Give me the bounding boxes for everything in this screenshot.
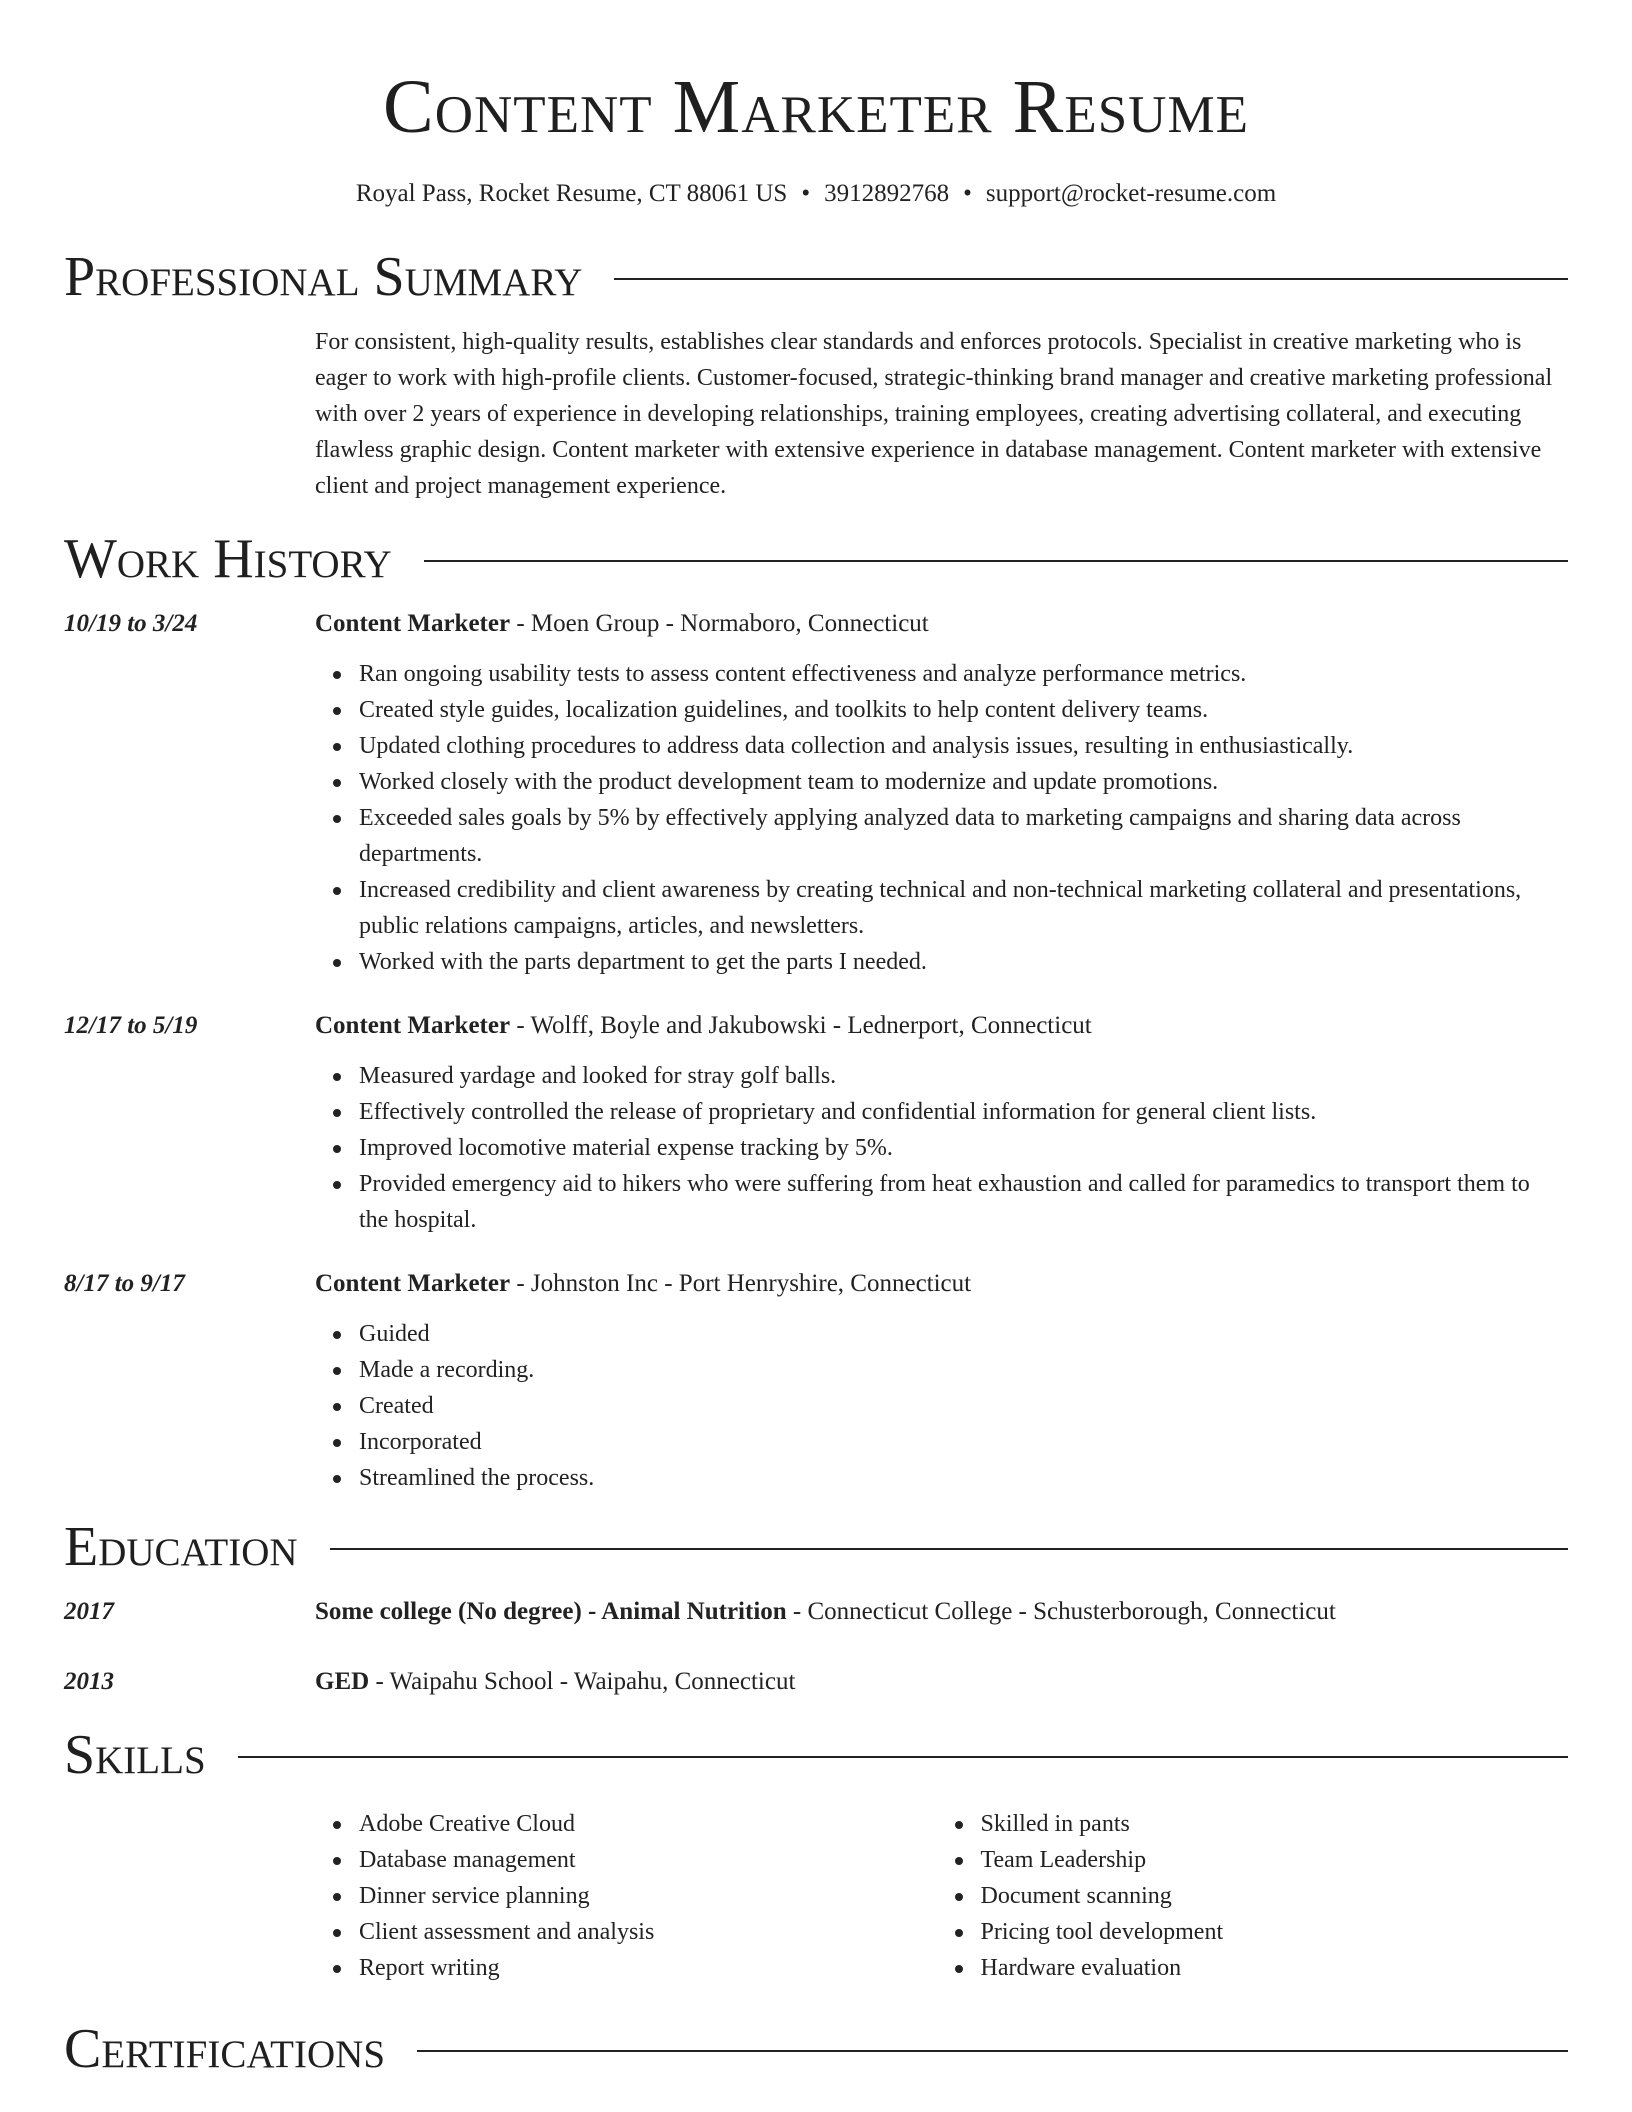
education-details: - Waipahu School - Waipahu, Connecticut	[369, 1668, 796, 1695]
job-heading	[315, 606, 1558, 642]
education-heading	[315, 1664, 1558, 1700]
job-entry	[64, 1266, 1568, 1496]
skill-item: Client assessment and analysis	[359, 1914, 937, 1950]
job-bullet: Worked with the parts department to get the parts I needed.	[359, 944, 1558, 980]
contact-line	[64, 178, 1568, 210]
skills-row	[64, 1788, 1568, 1986]
skill-item: Report writing	[359, 1950, 937, 1986]
skill-item: Document scanning	[981, 1878, 1559, 1914]
skill-item: Pricing tool development	[981, 1914, 1559, 1950]
education-entry	[64, 1594, 1568, 1630]
job-details: - Wolff, Boyle and Jakubowski - Lednerport, Connecticut	[510, 1012, 1092, 1039]
education-degree: Some college (No degree) - Animal Nutrition	[315, 1598, 787, 1625]
job-bullet: Increased credibility and client awareness by creating technical and non-technical marketing collateral and presentations, public relations campaigns, articles, and newsletters.	[359, 872, 1558, 944]
resume-title: Content Marketer Resume	[383, 65, 1249, 149]
job-bullet: Measured yardage and looked for stray golf balls.	[359, 1058, 1558, 1094]
education-year: 2013	[64, 1668, 114, 1695]
job-bullet: Streamlined the process.	[359, 1460, 1558, 1496]
job-dates: 10/19 to 3/24	[64, 610, 198, 637]
summary-text: For consistent, high-quality results, establishes clear standards and enforces protocols. Specialist in creative marketing who is eager to work with high-profile clients. Customer-focused, strategic-thinking brand manager and creative marketing professional with over 2 years of experience in developing relationships, training employees, creating advertising collateral, and executing flawless graphic design. Content marketer with extensive experience in database management. Content marketer with extensive client and project management experience.	[315, 329, 1553, 499]
job-bullet-list	[315, 656, 1558, 980]
skills-section-title: Skills	[64, 1724, 206, 1786]
job-role: Content Marketer	[315, 1012, 511, 1039]
job-entry	[64, 606, 1568, 980]
summary-row	[64, 324, 1568, 504]
work-section-title: Work History	[64, 528, 392, 590]
section-divider	[238, 1756, 1568, 1758]
skills-section-header	[64, 1722, 1568, 1788]
job-bullet: Exceeded sales goals by 5% by effectively applying analyzed data to marketing campaigns and sharing data across departments.	[359, 800, 1558, 872]
job-bullet: Guided	[359, 1316, 1558, 1352]
skill-item: Team Leadership	[981, 1842, 1559, 1878]
job-bullet: Incorporated	[359, 1424, 1558, 1460]
job-bullet: Created	[359, 1388, 1558, 1424]
contact-address: Royal Pass, Rocket Resume, CT 88061 US	[355, 180, 788, 207]
job-heading	[315, 1008, 1558, 1044]
education-entry	[64, 1664, 1568, 1700]
summary-left-gutter	[64, 324, 315, 504]
work-section-header	[64, 526, 1568, 592]
job-bullet: Effectively controlled the release of proprietary and confidential information for general client lists.	[359, 1094, 1558, 1130]
education-year: 2017	[64, 1598, 114, 1625]
skill-item: Skilled in pants	[981, 1806, 1559, 1842]
contact-separator: •	[801, 180, 811, 207]
summary-section-header	[64, 244, 1568, 310]
skills-list	[937, 1806, 1559, 1986]
job-role: Content Marketer	[315, 610, 511, 637]
certifications-section-title: Certifications	[64, 2018, 386, 2080]
education-heading	[315, 1594, 1558, 1630]
education-section-header	[64, 1514, 1568, 1580]
job-bullet: Made a recording.	[359, 1352, 1558, 1388]
job-bullet: Provided emergency aid to hikers who were suffering from heat exhaustion and called for paramedics to transport them to the hospital.	[359, 1166, 1558, 1238]
skills-list	[315, 1806, 937, 1986]
skill-item: Hardware evaluation	[981, 1950, 1559, 1986]
skills-column-left	[315, 1788, 937, 1986]
education-degree: GED	[315, 1668, 370, 1695]
job-bullet: Worked closely with the product development team to modernize and update promotions.	[359, 764, 1558, 800]
job-dates: 12/17 to 5/19	[64, 1012, 198, 1039]
job-bullet-list	[315, 1316, 1558, 1496]
section-divider	[417, 2050, 1568, 2052]
job-bullet: Created style guides, localization guidelines, and toolkits to help content delivery teams.	[359, 692, 1558, 728]
skills-column-right	[937, 1788, 1559, 1986]
job-bullet: Improved locomotive material expense tracking by 5%.	[359, 1130, 1558, 1166]
job-role: Content Marketer	[315, 1270, 511, 1297]
contact-separator: •	[963, 180, 972, 207]
job-heading	[315, 1266, 1558, 1302]
section-divider	[614, 278, 1568, 280]
job-entry	[64, 1008, 1568, 1238]
skill-item: Database management	[359, 1842, 937, 1878]
section-divider	[330, 1548, 1568, 1550]
summary-section-title: Professional Summary	[64, 246, 583, 308]
education-details: - Connecticut College - Schusterborough, Connecticut	[786, 1598, 1336, 1625]
job-dates: 8/17 to 9/17	[64, 1270, 185, 1297]
section-divider	[424, 560, 1568, 562]
skills-left-gutter	[64, 1788, 315, 1986]
job-bullet-list	[315, 1058, 1558, 1238]
skill-item: Dinner service planning	[359, 1878, 937, 1914]
skills-grid	[315, 1788, 1568, 1986]
job-bullet: Ran ongoing usability tests to assess content effectiveness and analyze performance metrics.	[359, 656, 1558, 692]
certifications-section-header	[64, 2016, 1568, 2082]
job-details: - Moen Group - Normaboro, Connecticut	[510, 610, 929, 637]
contact-email: support@rocket-resume.com	[985, 180, 1277, 207]
education-section-title: Education	[64, 1516, 298, 1578]
job-details: - Johnston Inc - Port Henryshire, Connecticut	[510, 1270, 972, 1297]
job-bullet: Updated clothing procedures to address data collection and analysis issues, resulting in enthusiastically.	[359, 728, 1558, 764]
contact-phone: 3912892768	[824, 180, 950, 207]
skill-item: Adobe Creative Cloud	[359, 1806, 937, 1842]
resume-page	[64, 0, 1568, 2082]
